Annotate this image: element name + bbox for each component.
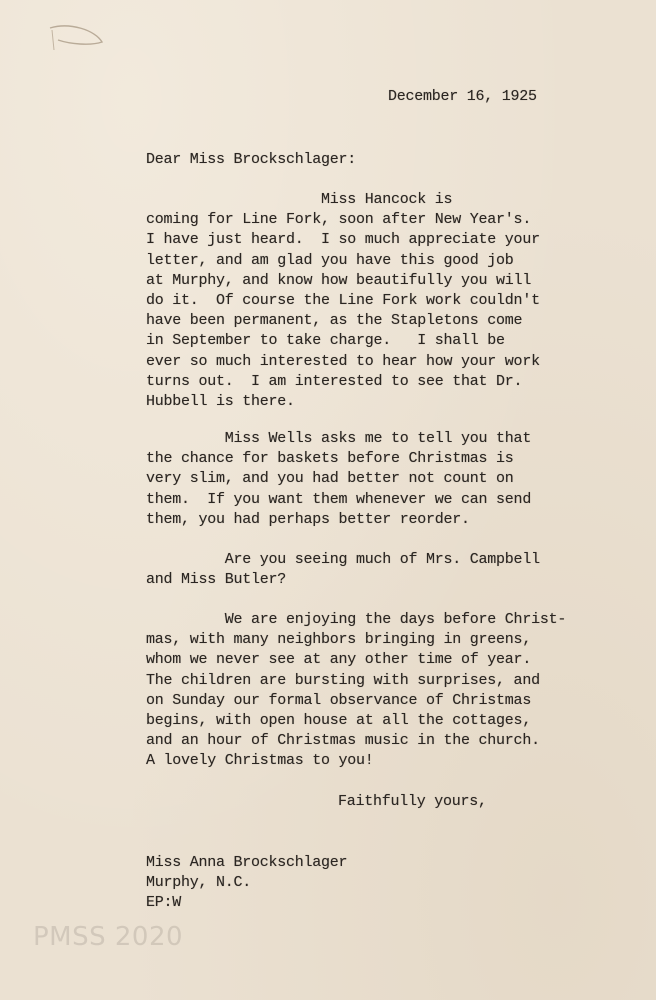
paragraph-3: Are you seeing much of Mrs. Campbell and Miss Butler?	[146, 551, 540, 589]
paragraph-1: Miss Hancock is coming for Line Fork, soon after New Year's. I have just heard. I so much appreciate your letter, and am glad you have this good job at Murphy, and know how beautifully you will do it. Of course the Line Fork work couldn't have been permanent, as the Stapletons come in September to take charge. I shall be ever so much interested to hear how your work turns out. I am interested to see that Dr. Hubbell is there.	[146, 191, 540, 411]
salutation: Dear Miss Brockschlager:	[146, 151, 357, 168]
paragraph-4: We are enjoying the days before Christ- mas, with many neighbors bringing in greens, whom we never see at any other time of year. The children are bursting with surprises, and on Sunday our formal observance of Christmas begins, with open house at all the cottages, and an hour of Christmas music in the church. A lovely Christmas to you!	[146, 611, 567, 770]
recipient-address: Miss Anna Brockschlager Murphy, N.C. EP:W	[146, 854, 348, 912]
archive-watermark: PMSS 2020	[33, 922, 184, 952]
letter-date: December 16, 1925	[388, 88, 537, 105]
closing: Faithfully yours,	[338, 793, 487, 810]
paragraph-2: Miss Wells asks me to tell you that the chance for baskets before Christmas is very slim, and you had better not count on them. If you want them whenever we can send them, you had perhaps better reorder.	[146, 430, 532, 528]
paper-mark-icon	[40, 20, 110, 60]
